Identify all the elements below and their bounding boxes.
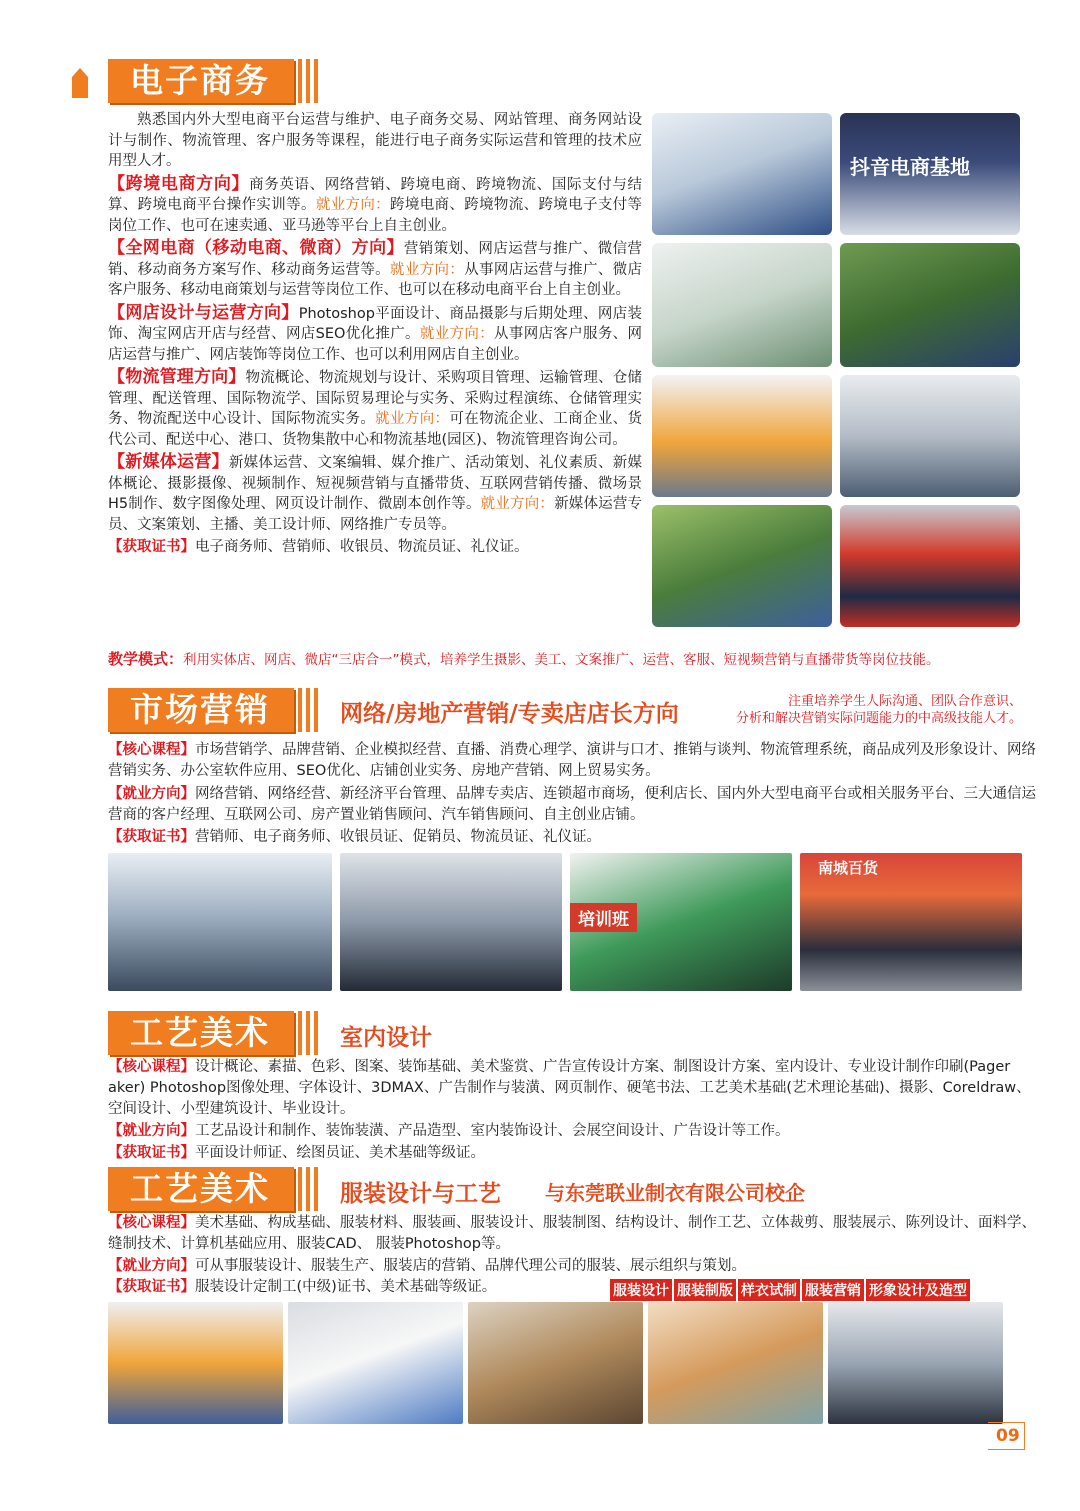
section-title-fashion: 工艺美术 bbox=[108, 1167, 294, 1211]
track-name: 【跨境电商方向】 bbox=[108, 173, 250, 194]
track-cross-border bbox=[108, 174, 642, 237]
photo-design-lab bbox=[108, 1302, 283, 1424]
fashion-job bbox=[108, 1256, 1038, 1277]
core-label: 【核心课程】 bbox=[108, 1059, 195, 1075]
job-text: 从事网店客户服务、网店运营与推广、网店装饰等岗位工作、也可以利用网店自主创业。 bbox=[108, 326, 643, 363]
mode-label: 教学模式： bbox=[108, 650, 184, 668]
page-number: 09 bbox=[996, 1426, 1020, 1446]
job-text: 从事网店运营与推广、微店客户服务、移动电商策划与运营等岗位工作、也可以在移动电商平台上自主创业。 bbox=[108, 261, 643, 298]
marketing-subtitle: 网络/房地产营销/专卖店店长方向 bbox=[340, 701, 679, 727]
store-banner-text: 南城百货 bbox=[818, 859, 879, 877]
cert-text: 营销师、电子商务师、收银员证、促销员、物流员证、礼仪证。 bbox=[195, 829, 601, 845]
job-text: 可在物流企业、工商企业、货代公司、配送中心、港口、货物集散中心和物流基地(园区)、物流管理咨询公司。 bbox=[108, 411, 643, 448]
mode-text: 利用实体店、网店、微店“三店合一”模式，培养学生摄影、美工、文案推广、运营、客服、短视频营销与直播带货等岗位技能。 bbox=[183, 652, 940, 668]
core-text: 设计概论、素描、色彩、图案、装饰基础、美术鉴赏、广告宣传设计方案、制图设计方案、室内设计、专业设计制作印刷(Pager aker) Photoshop图像处理、字体设计、3DMAX、广告制作与装潢、网页制作、硬笔书法、工艺美术基础(艺术理论基础)、摄影、Coreldraw、空间设计、小型建筑设计、毕业设计。 bbox=[108, 1059, 1031, 1117]
fashion-subtitle-partner: 与东莞联业制衣有限公司校企 bbox=[545, 1181, 805, 1205]
job-text: 可从事服装设计、服装生产、服装店的营销、品牌代理公司的服装、展示组织与策划。 bbox=[195, 1258, 746, 1274]
photo-livestream-desk bbox=[652, 243, 832, 367]
track-text: Photoshop平面设计、商品摄影与后期处理、网店装饰、淘宝网店开店与经营、网店SEO优化推广。 bbox=[108, 305, 643, 342]
section-title-marketing: 市场营销 bbox=[108, 688, 294, 732]
photo-orchard-stream bbox=[840, 243, 1020, 367]
cert-text: 电子商务师、营销师、收银员、物流员证、礼仪证。 bbox=[195, 539, 529, 555]
photo-douyin-base bbox=[840, 113, 1020, 235]
core-text: 美术基础、构成基础、服装材料、服装画、服装设计、服装制图、结构设计、制作工艺、立体裁剪、服装展示、陈列设计、面料学、缝制技术、计算机基础应用、服装CAD、 服装Photoshop等。 bbox=[108, 1215, 1036, 1252]
track-name: 【全网电商（移动电商、微商）方向】 bbox=[108, 238, 404, 258]
job-label: 【就业方向】 bbox=[108, 1123, 195, 1139]
photo-outdoor-stream bbox=[652, 505, 832, 627]
fashion-cert bbox=[108, 1277, 598, 1298]
photo-training-class bbox=[570, 853, 792, 991]
photo-interior-sketch bbox=[648, 1302, 823, 1424]
job-label: 【就业方向】 bbox=[108, 786, 195, 802]
photo-cad-lab bbox=[828, 1302, 1003, 1424]
track-shop-design bbox=[108, 303, 642, 366]
job-label: 就业方向： bbox=[390, 261, 465, 278]
core-text: 市场营销学、品牌营销、企业模拟经营、直播、消费心理学、演讲与口才、推销与谈判、物流管理系统，商品成列及形象设计、网络营销实务、办公室软件应用、SEO优化、店铺创业实务、房地产营销、网上贸易实务。 bbox=[108, 742, 1036, 779]
track-name: 【物流管理方向】 bbox=[108, 367, 246, 387]
title-stripes bbox=[298, 1167, 328, 1211]
photo-store-group bbox=[800, 853, 1022, 991]
ribbon-item: 服装营销 bbox=[802, 1279, 864, 1301]
track-text: 物流概论、物流规划与设计、采购项目管理、运输管理、仓储管理、配送管理、国际物流学、国际贸易理论与实务、采购过程演练、仓储管理实务、物流配送中心设计、国际物流实务。 bbox=[108, 370, 642, 427]
ecommerce-intro: 熟悉国内外大型电商平台运营与维护、电子商务交易、网站管理、商务网站设计与制作、物流管理、客户服务等课程，能进行电子商务实际运营和管理的技术应用型人才。 bbox=[108, 112, 642, 169]
edge-marker bbox=[72, 68, 88, 98]
job-label: 就业方向： bbox=[419, 326, 495, 342]
photo-group bbox=[840, 505, 1020, 627]
job-label: 【就业方向】 bbox=[108, 1258, 195, 1274]
photo-3d-floorplan bbox=[468, 1302, 643, 1424]
job-label: 就业方向： bbox=[375, 411, 450, 427]
cert-text: 平面设计师证、绘图员证、美术基础等级证。 bbox=[195, 1145, 485, 1161]
track-new-media bbox=[108, 452, 642, 535]
interior-cert bbox=[108, 1143, 1038, 1164]
track-logistics bbox=[108, 367, 642, 450]
interior-subtitle: 室内设计 bbox=[340, 1025, 432, 1051]
job-text: 新媒体运营专员、文案策划、主播、美工设计师、网络推广专员等。 bbox=[108, 496, 643, 533]
job-text: 跨境电商、跨境物流、跨境电子支付等岗位工作、也可在速卖通、亚马逊等平台上自主创业。 bbox=[108, 197, 643, 234]
job-text: 网络营销、网络经营、新经济平台管理、品牌专卖店、连锁超市商场，便利店长、国内外大型电商平台或相关服务平台、三大通信运营商的客户经理、互联网公司、房产置业销售顾问、汽车销售顾问、自主创业店铺。 bbox=[108, 786, 1036, 823]
title-stripes bbox=[298, 1011, 328, 1055]
marketing-job bbox=[108, 784, 1038, 826]
marketing-core bbox=[108, 740, 1038, 782]
photo-live-class bbox=[652, 113, 832, 235]
cert-label: 【获取证书】 bbox=[108, 829, 195, 845]
track-name: 【新媒体运营】 bbox=[108, 452, 229, 472]
core-label: 【核心课程】 bbox=[108, 742, 195, 758]
ecommerce-cert bbox=[108, 537, 642, 558]
track-all-network bbox=[108, 238, 642, 301]
photo-classroom bbox=[840, 375, 1020, 497]
photo-computer-lab bbox=[652, 375, 832, 497]
job-text: 工艺品设计和制作、装饰装潢、产品造型、室内装饰设计、会展空间设计、广告设计等工作。 bbox=[195, 1123, 790, 1139]
cert-label: 【获取证书】 bbox=[108, 539, 195, 555]
teaching-mode bbox=[108, 650, 1043, 669]
photo-drawing-students bbox=[288, 1302, 463, 1424]
ribbon-item: 样衣试制 bbox=[738, 1279, 800, 1301]
cert-label: 【获取证书】 bbox=[108, 1279, 195, 1295]
fashion-subtitle: 服装设计与工艺 bbox=[340, 1181, 501, 1207]
title-stripes bbox=[298, 59, 328, 103]
track-text: 营销策划、网店运营与推广、微信营销、移动商务方案写作、移动商务运营等。 bbox=[108, 241, 642, 278]
cert-text: 服装设计定制工(中级)证书、美术基础等级证。 bbox=[195, 1279, 497, 1295]
ribbon-item: 服装制版 bbox=[674, 1279, 736, 1301]
track-name: 【网店设计与运营方向】 bbox=[108, 302, 299, 323]
note-line: 注重培养学生人际沟通、团队合作意识、 bbox=[787, 694, 1022, 709]
ribbon-item: 服装设计 bbox=[610, 1279, 672, 1301]
track-text: 新媒体运营、文案编辑、媒介推广、活动策划、礼仪素质、新媒体概论、摄影摄像、视频制作、短视频营销与直播带货、互联网营销传播、微场景H5制作、数字图像处理、网页设计制作、微剧本创作等。 bbox=[108, 455, 643, 512]
track-text: 商务英语、网络营销、跨境电商、跨境物流、国际支付与结算、跨境电商平台操作实训等。 bbox=[108, 176, 643, 213]
marketing-note bbox=[700, 693, 1022, 727]
section-title-interior: 工艺美术 bbox=[108, 1011, 294, 1055]
interior-core bbox=[108, 1057, 1038, 1120]
interior-job bbox=[108, 1121, 1038, 1142]
fashion-core bbox=[108, 1213, 1038, 1255]
douyin-banner-text: 抖音电商基地 bbox=[850, 155, 970, 179]
marketing-cert bbox=[108, 827, 1038, 848]
ecommerce-text bbox=[108, 110, 642, 558]
training-banner-text: 培训班 bbox=[570, 903, 637, 932]
cert-label: 【获取证书】 bbox=[108, 1145, 195, 1161]
core-label: 【核心课程】 bbox=[108, 1215, 195, 1231]
note-line: 分析和解决营销实际问题能力的中高级技能人才。 bbox=[735, 711, 1022, 726]
job-label: 就业方向： bbox=[480, 496, 555, 512]
photo-computer-room bbox=[108, 853, 332, 991]
job-label: 就业方向： bbox=[315, 197, 391, 213]
photo-lab-students bbox=[340, 853, 562, 991]
section-title-ecommerce: 电子商务 bbox=[108, 59, 294, 103]
ribbon-item: 形象设计及造型 bbox=[866, 1279, 970, 1301]
title-stripes bbox=[298, 688, 328, 732]
fashion-skill-ribbon bbox=[610, 1279, 1006, 1301]
